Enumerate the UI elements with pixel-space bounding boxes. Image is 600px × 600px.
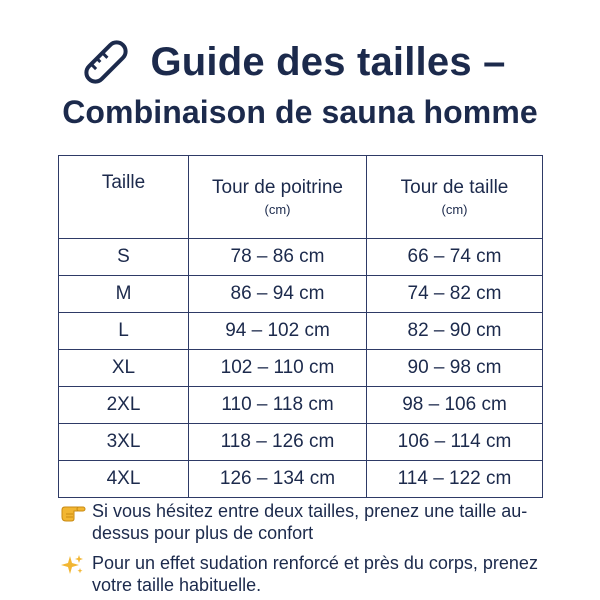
note-text: Si vous hésitez entre deux tailles, prenez une taille au-dessus pour plus de confort: [92, 501, 528, 543]
pointing-hand-icon: [60, 500, 86, 527]
waist-cell: 90 – 98 cm: [367, 350, 543, 387]
size-cell: 3XL: [59, 424, 189, 461]
sparkles-icon: [60, 552, 86, 581]
size-cell: S: [59, 239, 189, 276]
measuring-tape-icon: [80, 36, 132, 88]
waist-cell: 106 – 114 cm: [367, 424, 543, 461]
waist-cell: 114 – 122 cm: [367, 461, 543, 498]
table-row: [59, 239, 543, 276]
chest-cell: 78 – 86 cm: [189, 239, 367, 276]
size-cell: XL: [59, 350, 189, 387]
waist-cell: 66 – 74 cm: [367, 239, 543, 276]
chest-cell: 110 – 118 cm: [189, 387, 367, 424]
chest-cell: 126 – 134 cm: [189, 461, 367, 498]
table-row: [59, 424, 543, 461]
note-item: [60, 552, 560, 596]
table-row: [59, 461, 543, 498]
size-cell: 4XL: [59, 461, 189, 498]
table-row: [59, 350, 543, 387]
page-subtitle: Combinaison de sauna homme: [62, 94, 538, 130]
header-size-label: Taille: [101, 172, 146, 193]
header-waist-unit: (cm): [441, 202, 468, 217]
notes-section: [60, 500, 560, 600]
waist-cell: 74 – 82 cm: [367, 276, 543, 313]
chest-cell: 102 – 110 cm: [189, 350, 367, 387]
note-text: Pour un effet sudation renforcé et près du corps, prenez votre taille habituelle.: [92, 553, 538, 595]
size-cell: L: [59, 313, 189, 350]
page-header: [0, 34, 600, 131]
chest-cell: 118 – 126 cm: [189, 424, 367, 461]
header-chest-unit: (cm): [264, 202, 291, 217]
header-size: [59, 156, 189, 239]
header-waist: [367, 156, 543, 239]
waist-cell: 82 – 90 cm: [367, 313, 543, 350]
chest-cell: 86 – 94 cm: [189, 276, 367, 313]
table-row: [59, 387, 543, 424]
note-item: [60, 500, 560, 544]
size-cell: M: [59, 276, 189, 313]
header-chest-label: Tour de poitrine: [212, 177, 343, 198]
size-cell: 2XL: [59, 387, 189, 424]
header-waist-label: Tour de taille: [400, 177, 509, 198]
table-row: [59, 276, 543, 313]
chest-cell: 94 – 102 cm: [189, 313, 367, 350]
header-chest: [189, 156, 367, 239]
title-line-1: [0, 34, 600, 90]
waist-cell: 98 – 106 cm: [367, 387, 543, 424]
page-title: Guide des tailles –: [150, 39, 506, 84]
table-header-row: [59, 156, 543, 239]
size-chart-table: [58, 155, 543, 498]
table-row: [59, 313, 543, 350]
